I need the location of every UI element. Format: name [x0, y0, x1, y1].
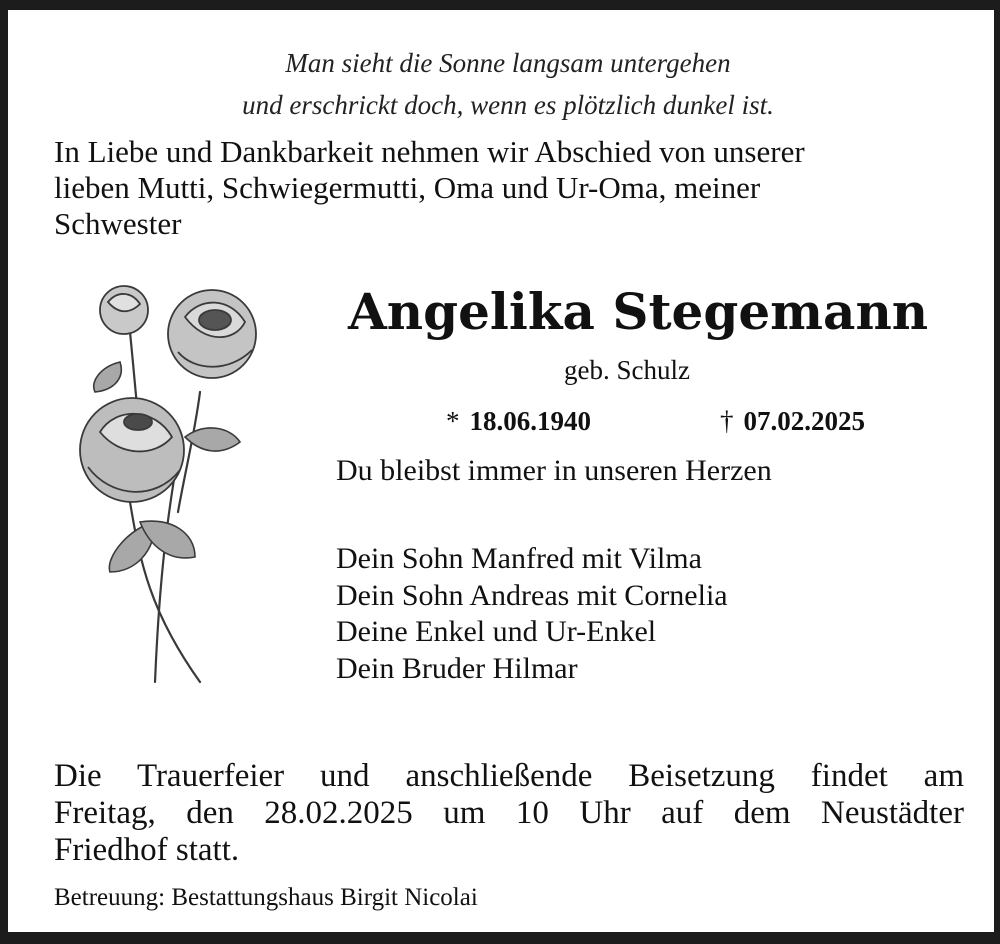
- ceremony-line-3: Friedhof statt.: [54, 832, 240, 868]
- mourner-item: Deine Enkel und Ur-Enkel: [336, 615, 657, 648]
- ceremony-text: [54, 758, 964, 869]
- ceremony-line-2: Freitag, den 28.02.2025 um 10 Uhr auf dem Neustädter: [54, 795, 964, 831]
- birth-star-icon: *: [446, 406, 460, 436]
- cross-icon: †: [720, 406, 734, 436]
- mourners-list: [336, 541, 728, 687]
- birth-date-row: [446, 406, 591, 437]
- ceremony-line-1: Die Trauerfeier und anschließende Beisetzung findet am: [54, 758, 964, 794]
- mourner-item: Dein Sohn Andreas mit Cornelia: [336, 578, 728, 612]
- mourner-item: Dein Sohn Manfred mit Vilma: [336, 542, 702, 575]
- death-date: 07.02.2025: [743, 406, 865, 436]
- intro-line-1: In Liebe und Dankbarkeit nehmen wir Abschied von unserer: [54, 134, 805, 169]
- intro-line-3: Schwester: [54, 206, 182, 241]
- funeral-home-credit: Betreuung: Bestattungshaus Birgit Nicolai: [54, 884, 478, 911]
- death-date-row: [720, 406, 865, 437]
- tagline: Du bleibst immer in unseren Herzen: [336, 454, 772, 487]
- maiden-name: geb. Schulz: [564, 355, 690, 385]
- motto-line-1: Man sieht die Sonne langsam untergehen: [285, 48, 731, 78]
- birth-date: 18.06.1940: [469, 406, 591, 436]
- mourner-item: Dein Bruder Hilmar: [336, 651, 578, 685]
- motto-line-2: und erschrickt doch, wenn es plötzlich dunkel ist.: [242, 90, 774, 120]
- deceased-name: Angelika Stegemann: [348, 282, 929, 341]
- intro-line-2: lieben Mutti, Schwiegermutti, Oma und Ur-Oma, meiner: [54, 170, 761, 205]
- roses-icon: [60, 272, 285, 692]
